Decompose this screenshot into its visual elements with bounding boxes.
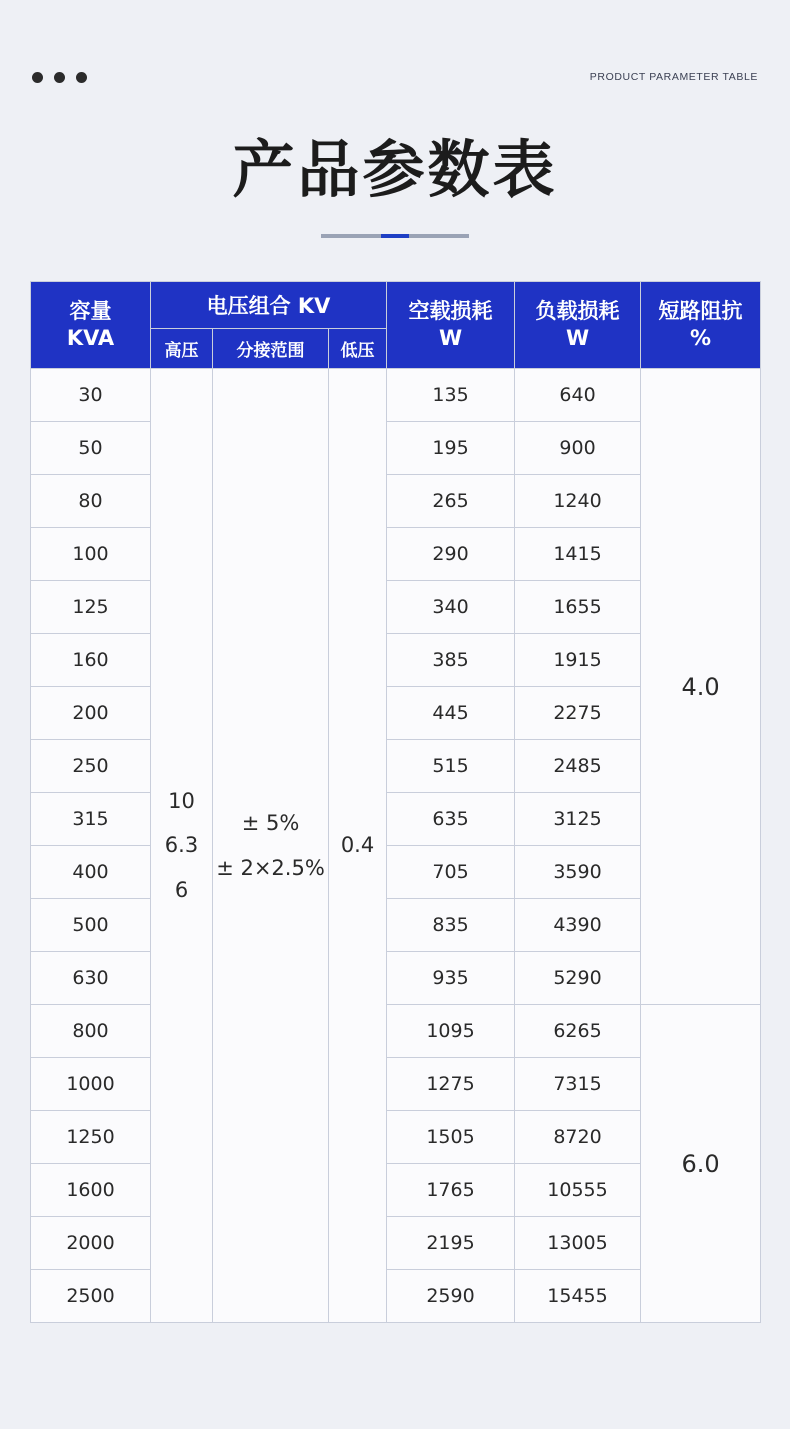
dot-icon: [54, 72, 65, 83]
cell-capacity: 200: [31, 687, 151, 740]
hv-value: 6.3: [164, 833, 199, 858]
header-load-loss: [515, 282, 641, 369]
cell-no-load-loss: 195: [387, 422, 515, 475]
cell-load-loss: 5290: [515, 952, 641, 1005]
table-row: [31, 1005, 761, 1058]
cell-load-loss: 8720: [515, 1111, 641, 1164]
parameter-table-container: [30, 281, 760, 1323]
tap-range-value: ± 2×2.5%: [216, 855, 325, 880]
table-row: [31, 369, 761, 422]
cell-no-load-loss: 635: [387, 793, 515, 846]
cell-no-load-loss: 265: [387, 475, 515, 528]
cell-capacity: 30: [31, 369, 151, 422]
cell-capacity: 1000: [31, 1058, 151, 1111]
header-hv: 高压: [151, 329, 213, 369]
hv-value: 10: [168, 789, 195, 814]
cell-capacity: 630: [31, 952, 151, 1005]
eyebrow-text: PRODUCT PARAMETER TABLE: [589, 71, 758, 83]
parameter-table: [30, 281, 761, 1323]
cell-capacity: 400: [31, 846, 151, 899]
cell-load-loss: 2275: [515, 687, 641, 740]
cell-no-load-loss: 1095: [387, 1005, 515, 1058]
page-title: 产品参数表: [232, 133, 558, 206]
header-capacity-line1: 容量: [69, 299, 112, 324]
cell-load-loss: 900: [515, 422, 641, 475]
cell-no-load-loss: 2195: [387, 1217, 515, 1270]
cell-load-loss: 1415: [515, 528, 641, 581]
cell-tap-range: [213, 369, 329, 1323]
cell-load-loss: 2485: [515, 740, 641, 793]
cell-capacity: 800: [31, 1005, 151, 1058]
cell-capacity: 2000: [31, 1217, 151, 1270]
cell-no-load-loss: 1765: [387, 1164, 515, 1217]
tap-range-value: ± 5%: [241, 811, 300, 836]
cell-load-loss: 13005: [515, 1217, 641, 1270]
cell-impedance-group-2: 6.0: [641, 1005, 761, 1323]
table-head: [31, 282, 761, 369]
cell-load-loss: 15455: [515, 1270, 641, 1323]
cell-capacity: 1250: [31, 1111, 151, 1164]
cell-load-loss: 1915: [515, 634, 641, 687]
cell-capacity: 80: [31, 475, 151, 528]
cell-load-loss: 7315: [515, 1058, 641, 1111]
cell-capacity: 2500: [31, 1270, 151, 1323]
cell-capacity: 250: [31, 740, 151, 793]
cell-load-loss: 3125: [515, 793, 641, 846]
header-no-load-loss: [387, 282, 515, 369]
cell-lv-voltage: 0.4: [329, 369, 387, 1323]
cell-capacity: 100: [31, 528, 151, 581]
cell-no-load-loss: 445: [387, 687, 515, 740]
hv-value: 6: [174, 877, 189, 902]
decorative-dots: [32, 72, 87, 83]
header-load-loss-line2: W: [565, 326, 590, 350]
cell-load-loss: 1240: [515, 475, 641, 528]
header-lv: 低压: [329, 329, 387, 369]
cell-no-load-loss: 340: [387, 581, 515, 634]
dot-icon: [76, 72, 87, 83]
title-divider: [321, 234, 469, 238]
cell-no-load-loss: 835: [387, 899, 515, 952]
table-body: [31, 369, 761, 1323]
cell-load-loss: 10555: [515, 1164, 641, 1217]
cell-load-loss: 640: [515, 369, 641, 422]
header-impedance-line1: 短路阻抗: [658, 299, 743, 324]
header-voltage-group: 电压组合 KV: [151, 282, 387, 329]
cell-no-load-loss: 290: [387, 528, 515, 581]
header-impedance: [641, 282, 761, 369]
cell-capacity: 315: [31, 793, 151, 846]
header-impedance-line2: %: [690, 326, 712, 350]
cell-load-loss: 1655: [515, 581, 641, 634]
cell-no-load-loss: 1505: [387, 1111, 515, 1164]
cell-hv-voltages: [151, 369, 213, 1323]
header-capacity: [31, 282, 151, 369]
cell-load-loss: 4390: [515, 899, 641, 952]
top-bar: [0, 60, 790, 100]
cell-capacity: 50: [31, 422, 151, 475]
cell-no-load-loss: 515: [387, 740, 515, 793]
cell-no-load-loss: 935: [387, 952, 515, 1005]
dot-icon: [32, 72, 43, 83]
cell-capacity: 160: [31, 634, 151, 687]
cell-no-load-loss: 385: [387, 634, 515, 687]
cell-no-load-loss: 705: [387, 846, 515, 899]
header-load-loss-line1: 负载损耗: [535, 299, 620, 324]
cell-load-loss: 3590: [515, 846, 641, 899]
table-header-row-1: [31, 282, 761, 329]
cell-no-load-loss: 135: [387, 369, 515, 422]
header-capacity-line2: KVA: [66, 326, 115, 350]
cell-capacity: 500: [31, 899, 151, 952]
header-tap-range: 分接范围: [213, 329, 329, 369]
cell-capacity: 1600: [31, 1164, 151, 1217]
header-no-load-loss-line2: W: [438, 326, 463, 350]
cell-capacity: 125: [31, 581, 151, 634]
cell-no-load-loss: 1275: [387, 1058, 515, 1111]
cell-no-load-loss: 2590: [387, 1270, 515, 1323]
cell-impedance-group-1: 4.0: [641, 369, 761, 1005]
cell-load-loss: 6265: [515, 1005, 641, 1058]
header-no-load-loss-line1: 空载损耗: [408, 299, 493, 324]
